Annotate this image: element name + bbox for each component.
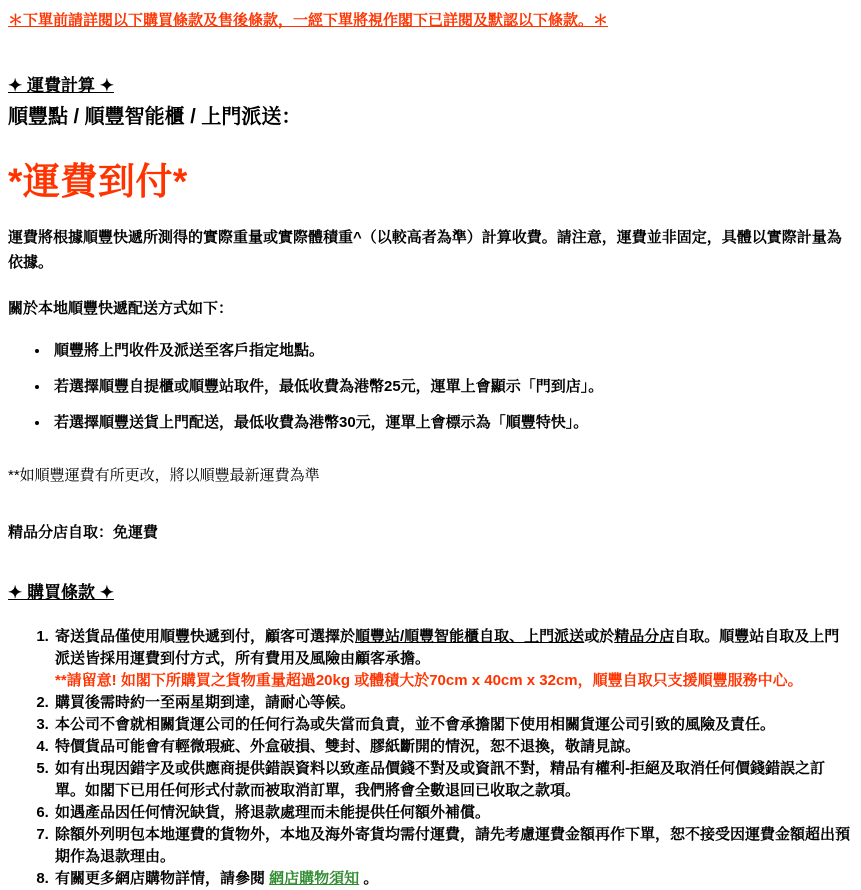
term-text: 自取。順豐站自取及上門派送皆採用運費到付方式，所有費用及風險由顧客承擔。	[55, 627, 840, 667]
shipping-fee-intro: 運費將根據順豐快遞所測得的實際重量或實際體積重^（以較高者為準）計算收費。請注意，運費並非固定，具體以實際計量為依據。	[8, 228, 842, 272]
term-item-3: 3. 本公司不會就相關貨運公司的任何行為或失當而負責，並不會承擔閣下使用相關貨運公司引致的風險及責任。	[53, 714, 853, 736]
term-item-8	[53, 868, 853, 890]
delivery-options-list	[8, 340, 853, 433]
term-underlined-boutique: 精品分店	[614, 627, 675, 645]
weight-limit-warning: **請留意! 如閣下所購買之貨物重量超過20kg 或體積大於70cm x 40cm x 32cm，順豐自取只支援順豐服務中心。	[55, 671, 803, 689]
store-pickup-free-note: 精品分店自取：免運費	[8, 523, 159, 541]
term-text: 。	[359, 870, 379, 888]
pre-order-notice: ＊下單前請詳閱以下購買條款及售後條款，一經下單將視作閣下已詳閱及默認以下條款。＊	[8, 12, 609, 29]
term-text: 寄送貨品僅使用順豐快遞到付，顧客可選擇於	[55, 627, 356, 645]
term-text: 有關更多網店購物詳情，請參閱	[55, 870, 270, 888]
list-item: • 順豐將上門收件及派送至客戶指定地點。	[50, 340, 853, 361]
purchase-terms-list	[8, 626, 853, 890]
fee-change-disclaimer: **如順豐運費有所更改，將以順豐最新運費為準	[8, 466, 320, 484]
term-item-5: 5. 如有出現因錯字及或供應商提供錯誤資料以致產品價錢不對及或資訊不對，精品有權利-拒絕及取消任何價錢錯誤之訂單。如閣下已用任何形式付款而被取消訂單，我們將會全數退回已收取之款項。	[53, 758, 853, 802]
term-item-1	[53, 626, 853, 692]
term-underlined-pickup-options: 順豐站/順豐智能櫃自取、上門派送	[355, 627, 585, 645]
term-text: 或於	[584, 627, 615, 645]
list-item: • 若選擇順豐自提櫃或順豐站取件，最低收費為港幣25元，運單上會顯示「門到店」。	[50, 376, 853, 397]
shipping-calc-title: ✦ 運費計算 ✦	[8, 76, 114, 95]
shop-info-link[interactable]: 網店購物須知	[269, 870, 360, 888]
purchase-terms-title: ✦ 購買條款 ✦	[8, 582, 114, 602]
freight-collect-banner: *運費到付*	[8, 161, 188, 203]
term-item-2: 2. 購買後需時約一至兩星期到達，請耐心等候。	[53, 692, 853, 714]
term-item-4: 4. 特價貨品可能會有輕微瑕疵、外盒破損、雙封、膠紙斷開的情況，恕不退換，敬請見諒。	[53, 736, 853, 758]
local-delivery-heading: 關於本地順豐快遞配送方式如下：	[8, 299, 234, 317]
delivery-methods-subtitle: 順豐點 / 順豐智能櫃 / 上門派送：	[8, 106, 302, 129]
term-item-6: 6. 如遇產品因任何情況缺貨，將退款處理而未能提供任何額外補償。	[53, 802, 853, 824]
term-item-7: 7. 除額外列明包本地運費的貨物外，本地及海外寄貨均需付運費，請先考慮運費金額再作下單，恕不接受因運費金額超出預期作為退款理由。	[53, 824, 853, 868]
list-item: • 若選擇順豐送貨上門配送，最低收費為港幣30元，運單上會標示為「順豐特快」。	[50, 412, 853, 433]
